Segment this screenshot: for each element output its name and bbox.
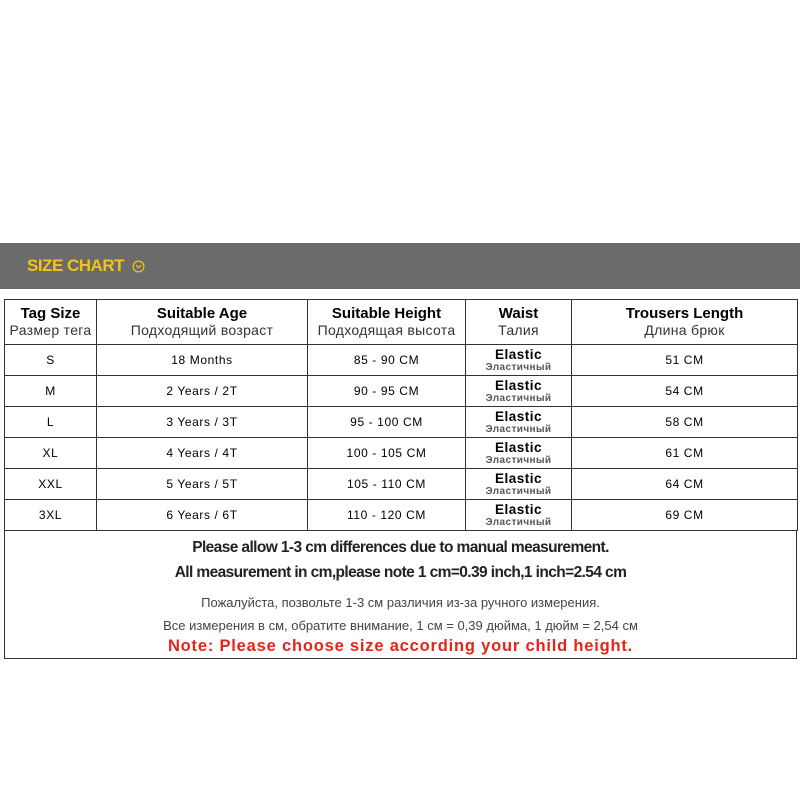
cell-age: 3 Years / 3T [97, 407, 308, 438]
cell-age: 4 Years / 4T [97, 438, 308, 469]
cell-size: XL [5, 438, 97, 469]
note-allowance-en: Please allow 1-3 cm differences due to manual measurement. [192, 539, 609, 556]
cell-waist: Elastic Эластичный [466, 500, 572, 531]
measurement-notes [4, 531, 797, 659]
cell-length: 61 CM [572, 438, 798, 469]
header-suitable-age: Suitable Age Подходящий возраст [97, 300, 308, 345]
table-row [5, 345, 798, 376]
cell-height: 90 - 95 CM [308, 376, 466, 407]
cell-age: 6 Years / 6T [97, 500, 308, 531]
chevron-down-circle-icon [132, 260, 145, 273]
cell-size: XXL [5, 469, 97, 500]
header-waist: Waist Талия [466, 300, 572, 345]
cell-waist: Elastic Эластичный [466, 438, 572, 469]
note-allowance-ru: Пожалуйста, позвольте 1-3 см различия из-за ручного измерения. [201, 595, 600, 610]
cell-height: 95 - 100 CM [308, 407, 466, 438]
cell-waist: Elastic Эластичный [466, 469, 572, 500]
cell-waist: Elastic Эластичный [466, 345, 572, 376]
cell-length: 51 CM [572, 345, 798, 376]
cell-length: 69 CM [572, 500, 798, 531]
size-chart [4, 299, 797, 659]
cell-height: 100 - 105 CM [308, 438, 466, 469]
cell-age: 5 Years / 5T [97, 469, 308, 500]
size-chart-banner [0, 243, 800, 289]
table-header-row [5, 300, 798, 345]
cell-size: S [5, 345, 97, 376]
table-row [5, 407, 798, 438]
cell-waist: Elastic Эластичный [466, 376, 572, 407]
cell-height: 85 - 90 CM [308, 345, 466, 376]
cell-waist: Elastic Эластичный [466, 407, 572, 438]
cell-height: 105 - 110 CM [308, 469, 466, 500]
cell-size: L [5, 407, 97, 438]
cell-size: M [5, 376, 97, 407]
cell-age: 18 Months [97, 345, 308, 376]
table-row [5, 500, 798, 531]
cell-height: 110 - 120 CM [308, 500, 466, 531]
size-table [4, 299, 798, 531]
table-row [5, 469, 798, 500]
cell-age: 2 Years / 2T [97, 376, 308, 407]
cell-size: 3XL [5, 500, 97, 531]
table-row [5, 438, 798, 469]
note-choose-size-warning: Note: Please choose size according your child height. [167, 637, 634, 655]
table-row [5, 376, 798, 407]
cell-length: 64 CM [572, 469, 798, 500]
header-suitable-height: Suitable Height Подходящая высота [308, 300, 466, 345]
header-trousers-length: Trousers Length Длина брюк [572, 300, 798, 345]
header-tag-size: Tag Size Размер тега [5, 300, 97, 345]
banner-title: SIZE CHART [27, 256, 124, 275]
cell-length: 54 CM [572, 376, 798, 407]
cell-length: 58 CM [572, 407, 798, 438]
note-conversion-en: All measurement in cm,please note 1 cm=0.39 inch,1 inch=2.54 cm [174, 564, 627, 581]
note-conversion-ru: Все измерения в см, обратите внимание, 1 см = 0,39 дюйма, 1 дюйм = 2,54 см [163, 618, 638, 633]
